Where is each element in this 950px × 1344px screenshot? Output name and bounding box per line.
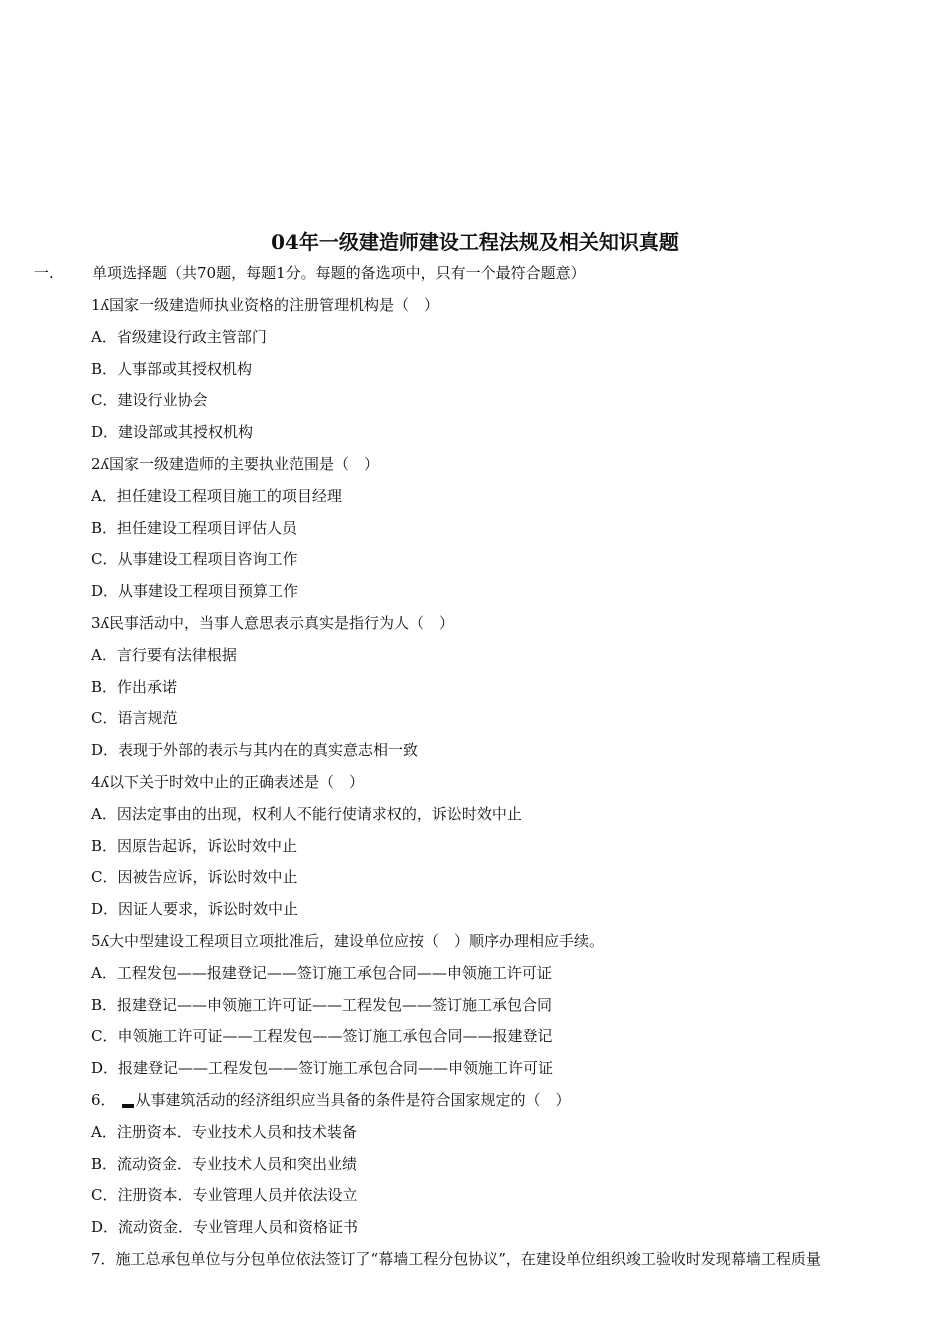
question-6-text: 从事建筑活动的经济组织应当具备的条件是符合国家规定的（ ） [135,1090,571,1109]
option-5c: C．申领施工许可证——工程发包——签订施工承包合同——报建登记 [91,1027,553,1046]
question-1: 1ʎ国家一级建造师执业资格的注册管理机构是（ ） [91,296,440,314]
option-3b: B．作出承诺 [91,677,178,696]
option-3c: C．语言规范 [91,709,178,728]
option-6d: D．流动资金．专业管理人员和资格证书 [91,1218,359,1237]
document-title: 04年一级建造师建设工程法规及相关知识真题 [271,230,679,254]
option-6b: B．流动资金．专业技术人员和突出业绩 [91,1154,358,1173]
option-2b: B．担任建设工程项目评估人员 [91,518,298,537]
option-2d: D．从事建设工程项目预算工作 [91,582,299,601]
option-3a: A．言行要有法律根据 [91,645,237,664]
option-6a: A．注册资本．专业技术人员和技术装备 [91,1122,357,1141]
option-4b: B．因原告起诉，诉讼时效中止 [91,836,298,855]
question-6-number: 6． [91,1090,116,1109]
section-number: 一. [34,264,54,282]
question-5: 5ʎ大中型建设工程项目立项批准后，建设单位应按（ ）顺序办理相应手续。 [91,931,605,950]
option-2a: A．担任建设工程项目施工的项目经理 [91,486,342,505]
question-list [91,294,941,1280]
question-3: 3ʎ民事活动中，当事人意思表示真实是指行为人（ ） [91,613,455,632]
option-6c: C．注册资本．专业管理人员并依法设立 [91,1186,358,1205]
option-1b: B．人事部或其授权机构 [91,359,253,378]
option-4c: C．因被告应诉，诉讼时效中止 [91,868,298,887]
redaction-mark [122,1104,134,1108]
option-5a: A．工程发包——报建登记——签订施工承包合同——申领施工许可证 [91,963,552,982]
question-2: 2ʎ国家一级建造师的主要执业范围是（ ） [91,454,380,473]
option-1c: C．建设行业协会 [91,391,208,410]
option-4d: D．因证人要求，诉讼时效中止 [91,900,299,919]
option-2c: C．从事建设工程项目咨询工作 [91,550,298,569]
option-1d: D．建设部或其授权机构 [91,423,254,442]
question-4: 4ʎ以下关于时效中止的正确表述是（ ） [91,772,365,791]
option-4a: A．因法定事由的出现，权利人不能行使请求权的，诉讼时效中止 [91,804,522,823]
question-6 [91,1089,941,1121]
section-heading: 单项选择题（共70题，每题1分。每题的备选项中，只有一个最符合题意） [92,264,586,282]
option-5d: D．报建登记——工程发包——签订施工承包合同——申领施工许可证 [91,1059,554,1078]
option-1a: A．省级建设行政主管部门 [91,327,267,346]
option-5b: B．报建登记——申领施工许可证——工程发包——签订施工承包合同 [91,995,553,1014]
option-3d: D．表现于外部的表示与其内在的真实意志相一致 [91,741,419,760]
question-7: 7．施工总承包单位与分包单位依法签订了“幕墙工程分包协议”，在建设单位组织竣工验收时发现幕墙工程质量 [91,1249,821,1268]
